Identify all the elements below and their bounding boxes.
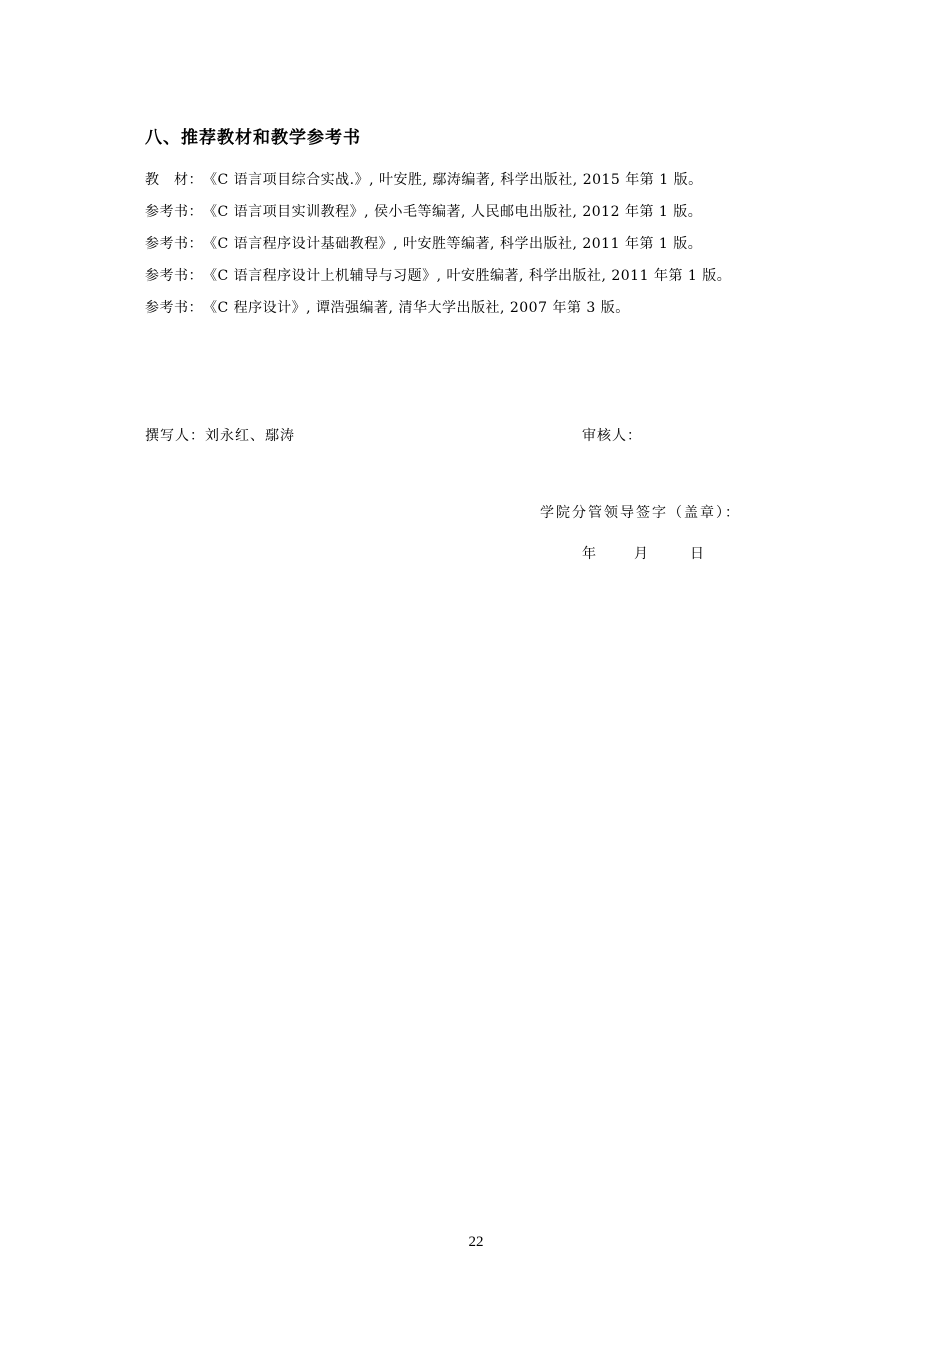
author-signature: 撰写人：刘永红、鄢涛 [145,428,295,444]
reference-text: 《C 语言项目综合实战.》, 叶安胜, 鄢涛编著, 科学出版社, 2015 年第 1 版。 [203,172,703,188]
signature-date [582,543,704,563]
page-number: 22 [468,1234,484,1250]
section-title: 八、推荐教材和教学参考书 [145,128,361,148]
reference-list [145,168,825,328]
reference-item-2 [145,232,825,264]
reference-item-4 [145,296,825,328]
reference-prefix: 参考书： [145,204,203,220]
dept-leader-signature: 学院分管领导签字（盖章）： [540,505,741,521]
reference-prefix: 参考书： [145,300,203,316]
date-month-label: 月 [634,546,648,562]
date-day-label: 日 [690,546,704,562]
reference-prefix: 教 材： [145,172,203,188]
reference-prefix: 参考书： [145,236,203,252]
reference-item-3 [145,264,825,296]
reference-prefix: 参考书： [145,268,203,284]
date-year-label: 年 [582,546,596,562]
reference-text: 《C 语言程序设计基础教程》, 叶安胜等编著, 科学出版社, 2011 年第 1 版。 [203,236,703,252]
reference-text: 《C 语言项目实训教程》, 侯小毛等编著, 人民邮电出版社, 2012 年第 1 版。 [203,204,703,220]
reference-item-textbook [145,168,825,200]
reviewer-signature: 审核人： [582,428,642,444]
reference-text: 《C 程序设计》, 谭浩强编著, 清华大学出版社, 2007 年第 3 版。 [203,300,630,316]
reference-text: 《C 语言程序设计上机辅导与习题》, 叶安胜编著, 科学出版社, 2011 年第 1 版。 [203,268,732,284]
reference-item-1 [145,200,825,232]
